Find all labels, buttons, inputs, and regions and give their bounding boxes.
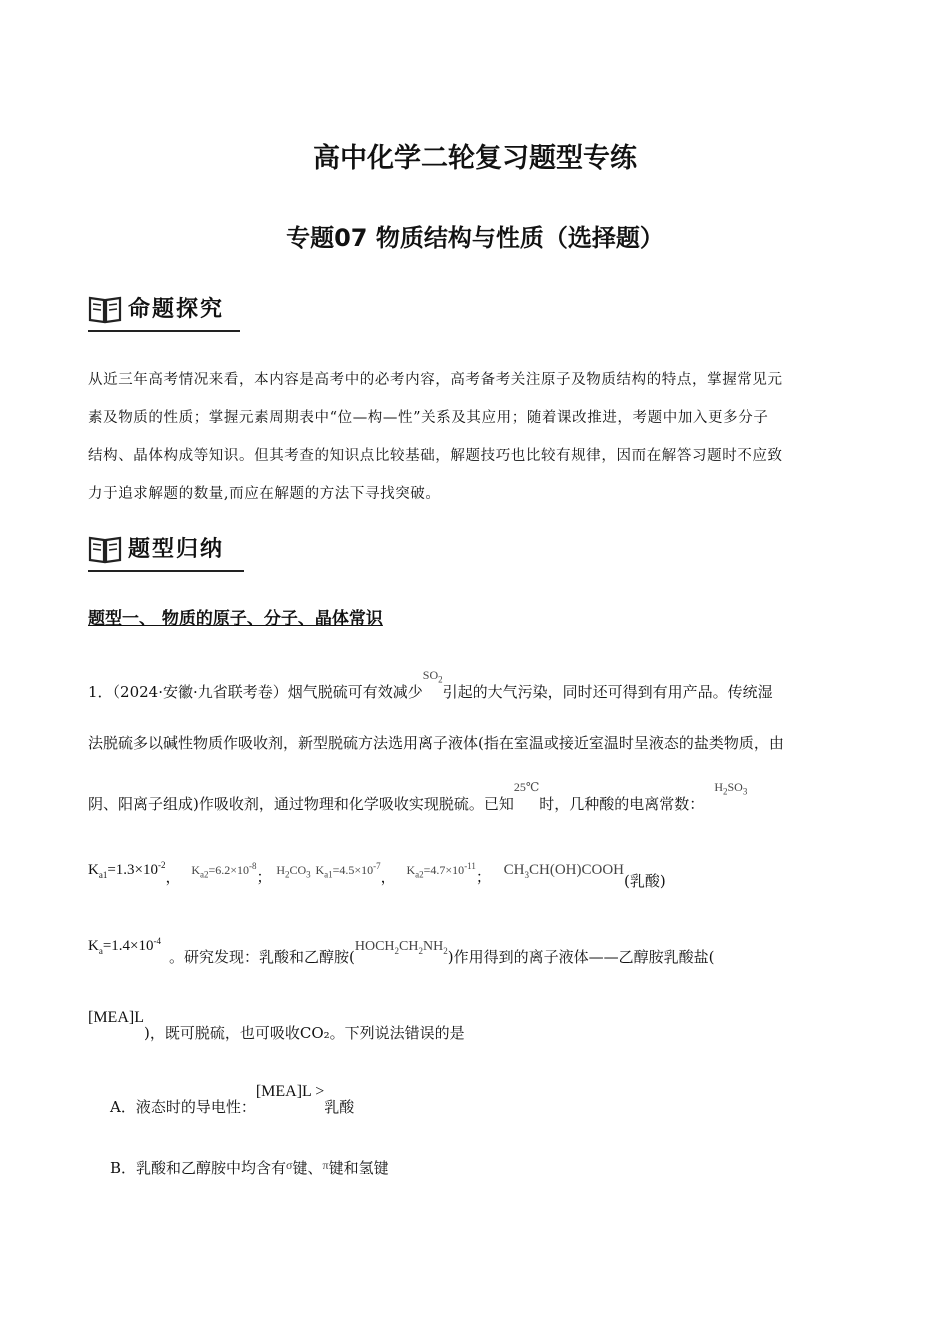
section-label: 命题探究	[128, 297, 225, 322]
sub-title: 专题07 物质结构与性质（选择题）	[286, 224, 664, 252]
section-heading-research	[88, 290, 240, 332]
question-line-5: $K_a=1.4\times 10^{-4}$。研究发现：乳酸和乙醇胺$(HOCH_2CH_2NH_2)$作用得到的离子液体——乙醇胺乳酸盐(	[88, 936, 715, 966]
intro-line: 力于追求解题的数量,而应在解题的方法下寻找突破。	[88, 486, 441, 502]
question-line-1	[88, 668, 773, 702]
lactic-acid-formula: $CH_3CH(OH)COOH$	[503, 862, 624, 880]
sigma-symbol: σ	[286, 1158, 293, 1172]
intro-line: 从近三年高考情况来看，本内容是高考中的必考内容，高考备考关注原子及物质结构的特点，掌握常见元	[88, 372, 783, 388]
ka-lactic: $K_a=1.4\times 10^{-4}$	[88, 936, 162, 956]
mea-l-formula: [MEA]L >	[255, 1083, 325, 1100]
ka1-h2co3: $K_{a1}=4.5\times 10^{-7}$	[315, 861, 381, 880]
question-stem: 1．（2024·安徽·九省联考卷）烟气脱硫可有效减少	[88, 683, 423, 701]
question-line-2: 法脱硫多以碱性物质作吸收剂，新型脱硫方法选用离子液体(指在室温或接近室温时呈液态的盐类物质，由	[88, 734, 784, 752]
mea-l-formula: [MEA]L	[88, 1009, 144, 1026]
question-line-6: [MEA]L)，既可脱硫，也可吸收CO₂。下列说法错误的是	[88, 1009, 465, 1042]
question-stem: 引起的大气污染，同时还可得到有用产品。传统湿	[442, 683, 773, 701]
section-label: 题型归纳	[128, 537, 225, 562]
temperature: 25℃	[513, 780, 540, 794]
ethanolamine-formula: $HOCH_2CH_2NH_2$	[354, 939, 448, 956]
ka2-h2so3: $K_{a2}=6.2\times 10^{-8}$	[191, 861, 257, 880]
so2-formula: SO2	[422, 668, 443, 685]
option-a[interactable]: A．液态时的导电性：[MEA]L >乳酸	[110, 1083, 355, 1116]
intro-line: 素及物质的性质；掌握元素周期表中“位—构—性”关系及其应用；随着课改推进，考题中加入更多分子	[88, 410, 769, 426]
intro-line: 结构、晶体构成等知识。但其考查的知识点比较基础，解题技巧也比较有规律，因而在解答习题时不应致	[88, 448, 783, 464]
book-icon	[88, 294, 122, 324]
ka1-h2so3: $K_{a1}=1.3\times 10^{-2}$	[88, 860, 166, 880]
ka2-h2co3: $K_{a2}=4.7\times 10^{-11}$	[406, 861, 476, 880]
option-b[interactable]: B．乳酸和乙醇胺中均含有$^\sigma$键、$^\pi$键和氢键	[110, 1158, 389, 1177]
question-type-heading: 题型一、 物质的原子、分子、晶体常识	[88, 609, 383, 629]
question-line-4: $K_{a1}=1.3\times 10^{-2}$， $K_{a2}=6.2\times 10^{-8}$； $H_2CO_3$ $K_{a1}=4.5\times 10^{-7}$， $K_{a2}=4.7\times 10^{-11}$； $CH_3CH(OH)COOH$(乳酸)	[88, 860, 666, 890]
book-icon	[88, 534, 122, 564]
question-line-3: 阴、阳离子组成)作吸收剂，通过物理和化学吸收实现脱硫。已知$^{25℃}$时，几种酸的电离常数：$^{H_2SO_3}$	[88, 780, 748, 813]
lactic-acid-name: (乳酸)	[624, 872, 666, 890]
h2co3-formula: $H_2CO_3$	[276, 863, 311, 880]
main-title: 高中化学二轮复习题型专练	[313, 143, 637, 174]
section-heading-types	[88, 530, 244, 572]
h2so3-formula: H2SO3	[714, 780, 748, 797]
pi-symbol: π	[322, 1158, 329, 1172]
